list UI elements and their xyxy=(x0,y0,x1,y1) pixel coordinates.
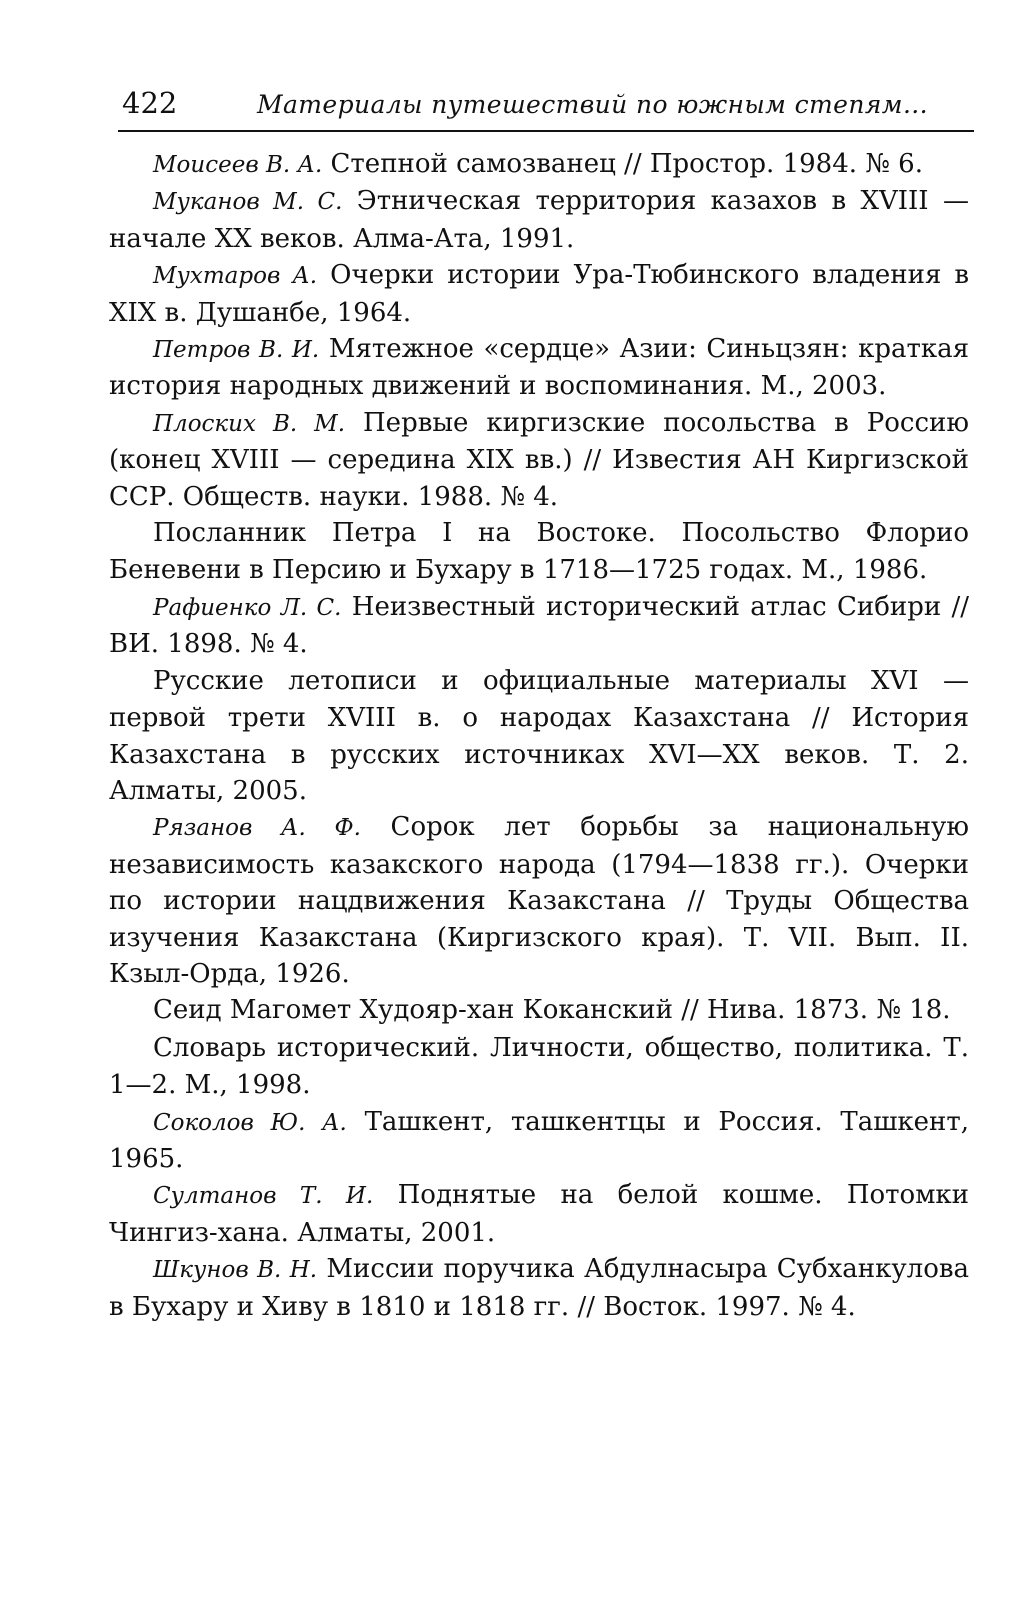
entry-author: Султанов Т. И. xyxy=(153,1183,374,1210)
entry-text: Словарь исторический. Личности, общество, политика. Т. 1—2. М., 1998. xyxy=(109,1032,969,1101)
bibliography-entry xyxy=(109,992,969,1029)
bibliography-list xyxy=(109,146,969,1325)
running-title: Материалы путешествий по южным степям... xyxy=(257,90,928,119)
header-rule xyxy=(118,130,974,132)
bibliography-entry xyxy=(109,663,969,810)
entry-text: Миссии поручика Абдулнасыра Субханкулова в Бухару и Хиву в 1810 и 1818 гг. // Восток. 1997. № 4. xyxy=(109,1254,969,1322)
bibliography-entry xyxy=(109,1251,969,1325)
bibliography-entry xyxy=(109,1030,969,1104)
entry-author: Соколов Ю. А. xyxy=(153,1109,347,1136)
bibliography-entry xyxy=(109,331,969,405)
entry-author: Мухтаров А. xyxy=(153,263,318,290)
entry-text: Очерки истории Ура-Тюбинского владения в XIX в. Душанбе, 1964. xyxy=(109,260,969,328)
entry-text: Русские летописи и официальные материалы XVI — первой трети XVIII в. о народах Казахстана // История Казахстана в русских источниках XVI—XX веков. Т. 2. Алматы, 2005. xyxy=(109,665,969,806)
entry-author: Петров В. И. xyxy=(153,337,320,364)
page-number: 422 xyxy=(122,86,178,120)
entry-text: Неизвестный исторический атлас Сибири // ВИ. 1898. № 4. xyxy=(109,591,969,660)
entry-text: Ташкент, ташкентцы и Россия. Ташкент, 1965. xyxy=(109,1106,970,1174)
entry-text: Этническая территория казахов в XVIII — начале XX веков. Алма-Ата, 1991. xyxy=(109,186,969,254)
entry-text: Сеид Магомет Худояр-хан Коканский // Нива. 1873. № 18. xyxy=(153,995,951,1026)
entry-author: Плоских В. М. xyxy=(153,410,346,437)
bibliography-entry xyxy=(109,257,969,331)
entry-text: Первые киргизские посольства в Россию (конец XVIII — середина XIX вв.) // Известия АН Киргизской ССР. Обществ. науки. 1988. № 4. xyxy=(109,407,969,512)
entry-author: Моисеев В. А. xyxy=(153,152,323,178)
entry-author: Шкунов В. Н. xyxy=(153,1257,318,1284)
bibliography-entry xyxy=(109,1104,969,1178)
bibliography-entry xyxy=(109,146,969,183)
entry-author: Рязанов А. Ф. xyxy=(153,815,361,842)
bibliography-entry xyxy=(109,183,969,257)
bibliography-entry xyxy=(109,405,969,515)
bibliography-entry xyxy=(109,589,969,663)
entry-text: Поднятые на белой кошме. Потомки Чингиз-хана. Алматы, 2001. xyxy=(109,1180,969,1248)
page-header xyxy=(122,84,972,128)
bibliography-entry xyxy=(109,515,969,589)
entry-author: Рафиенко Л. С. xyxy=(153,594,342,621)
entry-author: Муканов М. С. xyxy=(153,189,343,216)
entry-text: Мятежное «сердце» Азии: Синьцзян: краткая история народных движений и воспоминания. М., 2003. xyxy=(109,334,970,402)
bibliography-entry xyxy=(109,1177,969,1251)
entry-text: Степной самозванец // Простор. 1984. № 6. xyxy=(322,149,923,179)
entry-text: Посланник Петра I на Востоке. Посольство Флорио Беневени в Персию и Бухару в 1718—1725 годах. М., 1986. xyxy=(109,518,969,586)
entry-text: Сорок лет борьбы за национальную независимость казакского народа (1794—1838 гг.). Очерки по истории нацдвижения Казакстана // Труды Общества изучения Казакстана (Киргизского края). Т. VII. Вып. II. Кзыл-Орда, 1926. xyxy=(109,812,969,989)
bibliography-entry xyxy=(109,809,969,992)
